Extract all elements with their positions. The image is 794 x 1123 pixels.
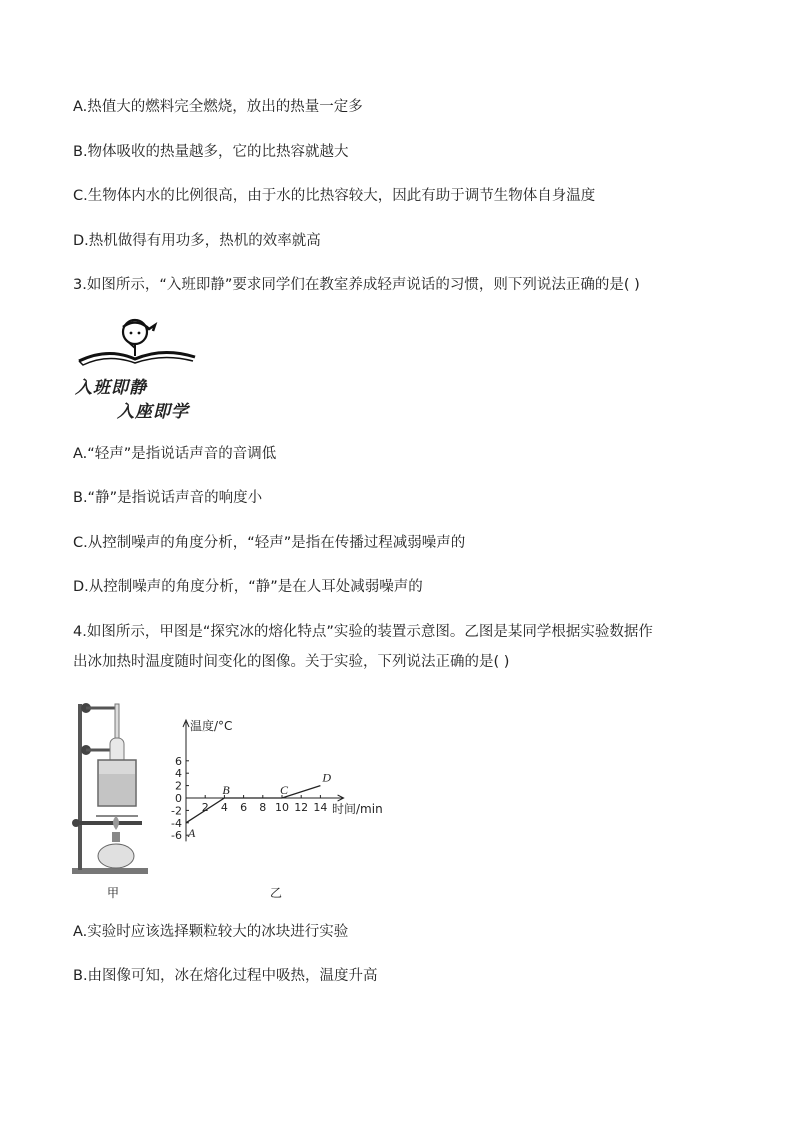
q2-option-b: B.物体吸收的热量越多，它的比热容就越大 — [73, 144, 349, 160]
q4-option-a: A.实验时应该选择颗粒较大的冰块进行实验 — [73, 924, 349, 940]
q3-option-b: B.“静”是指说话声音的响度小 — [73, 490, 263, 506]
apparatus-figure — [70, 698, 150, 878]
chart-y-tick-label: 0 — [175, 792, 182, 805]
caption-yi: 乙 — [270, 886, 283, 900]
chart-y-tick-label: -4 — [171, 816, 182, 830]
q3-option-c: C.从控制噪声的角度分析，“轻声”是指在传播过程减弱噪声的 — [73, 535, 466, 551]
caption-jia: 甲 — [107, 886, 120, 900]
chart-x-tick-label: 6 — [240, 801, 248, 814]
q2-option-d: D.热机做得有用功多，热机的效率就高 — [73, 233, 321, 249]
poster-slogan-2: 入座即学 — [117, 402, 189, 422]
chart-y-tick-label: 4 — [175, 767, 182, 781]
q3-option-d: D.从控制噪声的角度分析，“静”是在人耳处减弱噪声的 — [73, 579, 423, 595]
chart-x-tick-label: 12 — [294, 801, 309, 814]
q2-option-a: A.热值大的燃料完全燃烧，放出的热量一定多 — [73, 99, 363, 115]
chart-y-tick-label: -6 — [171, 829, 182, 843]
q4-stem-line1: 4.如图所示，甲图是“探究冰的熔化特点”实验的装置示意图。乙图是某同学根据实验数据作 — [73, 624, 653, 640]
melting-apparatus-icon — [70, 698, 150, 878]
chart-x-tick-label: 8 — [259, 801, 267, 814]
chart-point-label: B — [222, 783, 230, 797]
chart-y-axis-label: 温度/°C — [190, 719, 233, 733]
q4-stem-line2: 出冰加热时温度随时间变化的图像。关于实验，下列说法正确的是( ) — [73, 654, 510, 670]
chart-x-tick-label: 4 — [220, 801, 228, 814]
chart-x-axis-label: 时间/min — [332, 802, 383, 816]
temperature-time-chart — [160, 712, 400, 862]
quiet-poster — [73, 315, 208, 420]
chart-y-tick-label: 2 — [175, 779, 182, 793]
chart-y-tick-label: 6 — [175, 754, 182, 768]
chart-y-tick-label: -2 — [171, 804, 182, 818]
q3-stem: 3.如图所示，“入班即静”要求同学们在教室养成轻声说话的习惯，则下列说法正确的是( ) — [73, 277, 640, 293]
chart-point-label: A — [188, 825, 196, 840]
chart-point-label: D — [322, 770, 332, 785]
chart-x-tick-label: 14 — [313, 801, 328, 814]
chart-x-tick-label: 10 — [275, 801, 289, 814]
chart-point-label: C — [280, 783, 289, 797]
poster-slogan-1: 入班即静 — [75, 378, 147, 398]
q3-option-a: A.“轻声”是指说话声音的音调低 — [73, 446, 277, 462]
q4-option-b: B.由图像可知，冰在熔化过程中吸热，温度升高 — [73, 968, 378, 984]
q2-option-c: C.生物体内水的比例很高，由于水的比热容较大，因此有助于调节生物体自身温度 — [73, 188, 596, 204]
chart-x-tick-label: 2 — [201, 801, 209, 814]
